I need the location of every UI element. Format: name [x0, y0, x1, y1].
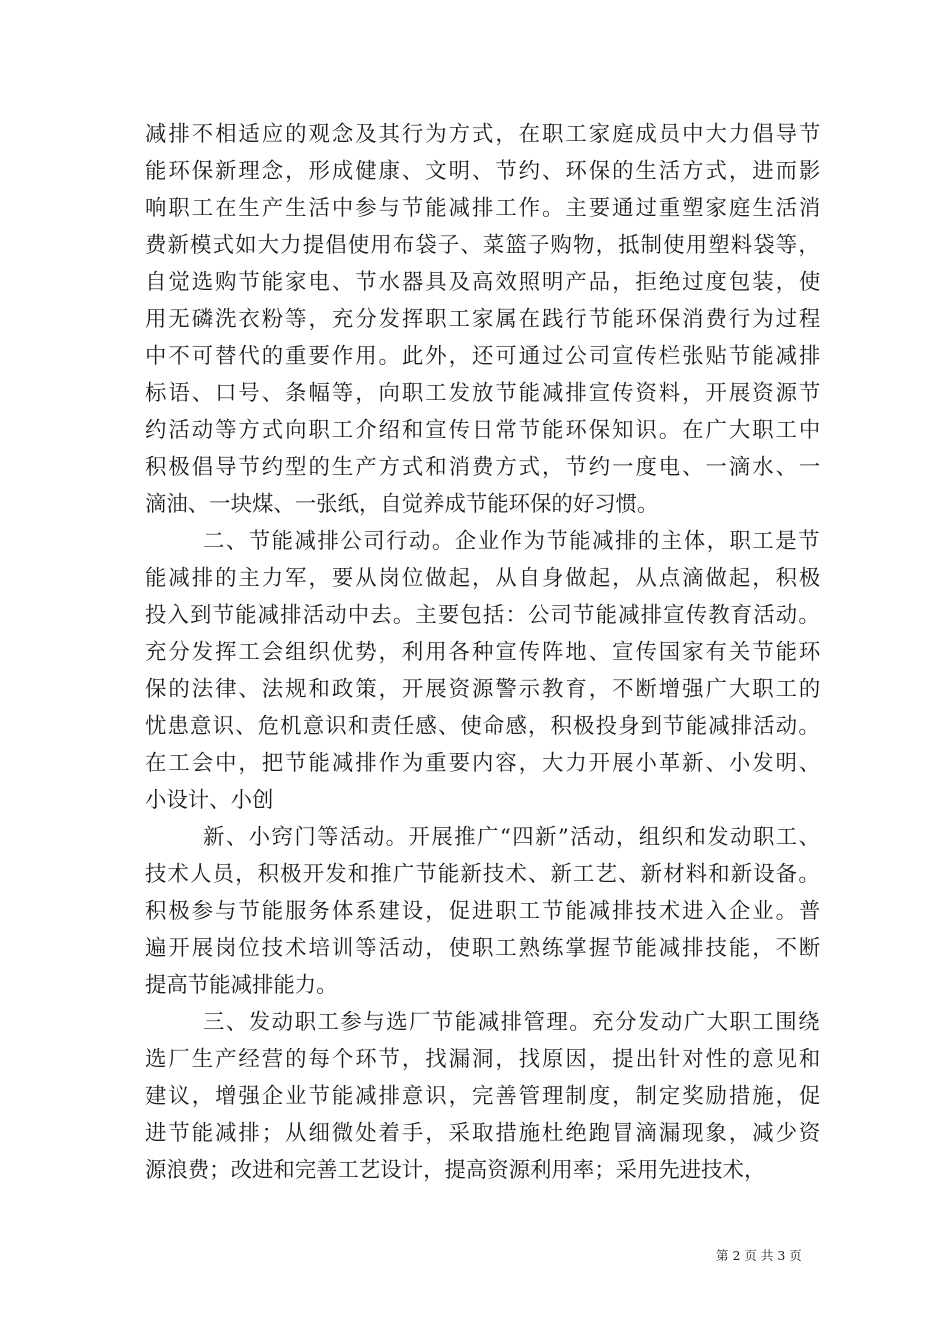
text-line: 响职工在生产生活中参与节能减排工作。主要通过重塑家庭生活消 [145, 196, 823, 221]
text-line: 用无磷洗衣粉等，充分发挥职工家属在践行节能环保消费行为过程 [145, 307, 823, 332]
paragraph-first-line: 二、节能减排公司行动。企业作为节能减排的主体，职工是节 [203, 529, 822, 554]
text-line: 标语、口号、条幅等，向职工发放节能减排宣传资料，开展资源节 [145, 381, 823, 406]
text-line: 积极参与节能服务体系建设，促进职工节能减排技术进入企业。普 [145, 899, 823, 924]
text-line: 中不可替代的重要作用。此外，还可通过公司宣传栏张贴节能减排 [145, 344, 823, 369]
text-line: 保的法律、法规和政策，开展资源警示教育，不断增强广大职工的 [145, 677, 823, 702]
text-line: 源浪费；改进和完善工艺设计，提高资源利用率；采用先进技术， [145, 1158, 766, 1183]
text-line: 约活动等方式向职工介绍和宣传日常节能环保知识。在广大职工中 [145, 418, 823, 443]
text-line: 滴油、一块煤、一张纸，自觉养成节能环保的好习惯。 [145, 492, 659, 517]
text-line: 技术人员，积极开发和推广节能新技术、新工艺、新材料和新设备。 [145, 862, 821, 887]
text-line: 减排不相适应的观念及其行为方式，在职工家庭成员中大力倡导节 [145, 122, 823, 147]
text-line: 费新模式如大力提倡使用布袋子、菜篮子购物，抵制使用塑料袋等， [145, 233, 821, 258]
paragraph-first-line: 三、发动职工参与选厂节能减排管理。充分发动广大职工围绕 [203, 1010, 822, 1035]
text-line: 选厂生产经营的每个环节，找漏洞，找原因，提出针对性的意见和 [145, 1047, 823, 1072]
text-line: 忧患意识、危机意识和责任感、使命感，积极投身到节能减排活动。 [145, 714, 821, 739]
paragraph-first-line: 新、小窍门等活动。开展推广“四新”活动，组织和发动职工、 [203, 825, 822, 850]
text-line: 进节能减排；从细微处着手，采取措施杜绝跑冒滴漏现象，减少资 [145, 1121, 823, 1146]
text-line: 能减排的主力军，要从岗位做起，从自身做起，从点滴做起，积极 [145, 566, 823, 591]
text-line: 充分发挥工会组织优势，利用各种宣传阵地、宣传国家有关节能环 [145, 640, 823, 665]
text-line: 投入到节能减排活动中去。主要包括：公司节能减排宣传教育活动。 [145, 603, 821, 628]
text-line: 在工会中，把节能减排作为重要内容，大力开展小革新、小发明、 [145, 751, 823, 776]
page-number-footer: 第 2 页 共 3 页 [716, 1248, 802, 1263]
text-line: 遍开展岗位技术培训等活动，使职工熟练掌握节能减排技能，不断 [145, 936, 823, 961]
text-line: 建议，增强企业节能减排意识，完善管理制度，制定奖励措施，促 [145, 1084, 823, 1109]
text-line: 提高节能减排能力。 [145, 973, 338, 998]
text-line: 小设计、小创 [145, 788, 274, 813]
text-line: 能环保新理念，形成健康、文明、节约、环保的生活方式，进而影 [145, 159, 823, 184]
text-line: 自觉选购节能家电、节水器具及高效照明产品，拒绝过度包装，使 [145, 270, 823, 295]
text-line: 积极倡导节约型的生产方式和消费方式，节约一度电、一滴水、一 [145, 455, 823, 480]
